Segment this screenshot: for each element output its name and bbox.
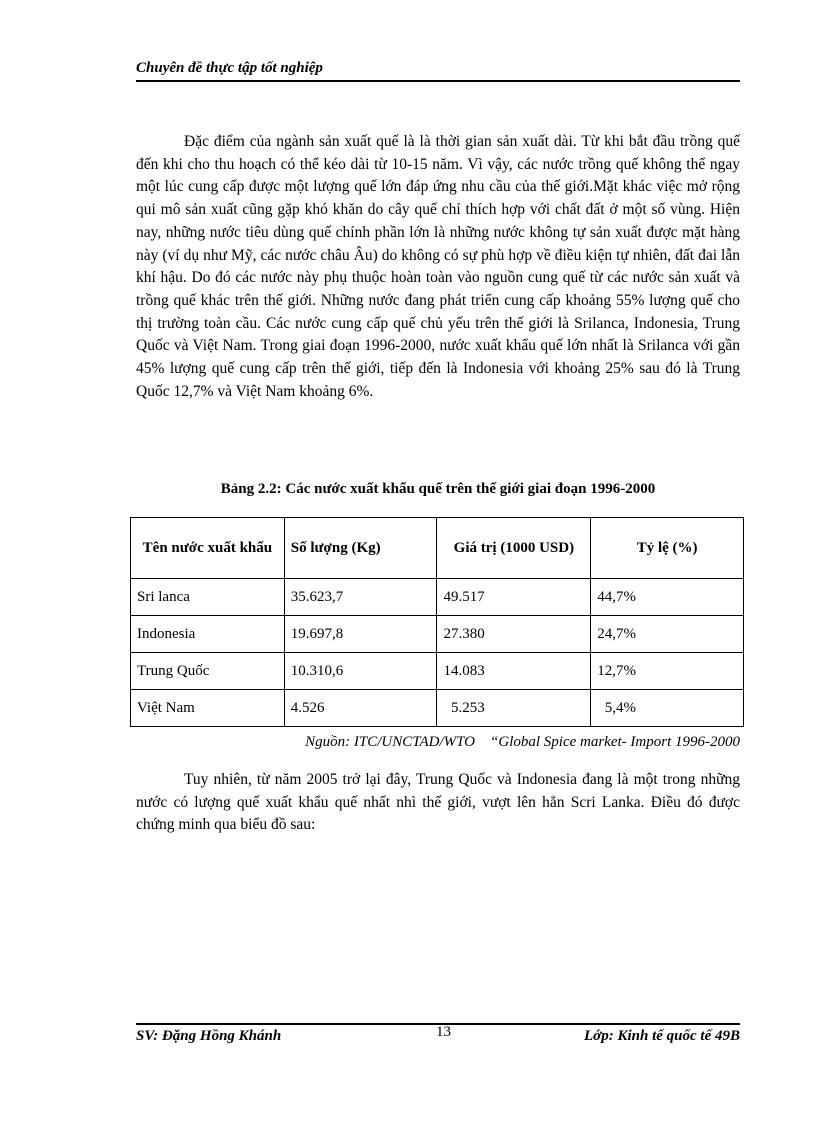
table-row bbox=[131, 616, 744, 653]
cell-value: 27.380 bbox=[437, 616, 591, 653]
cell-quantity: 19.697,8 bbox=[284, 616, 437, 653]
cell-country: Indonesia bbox=[131, 616, 285, 653]
cell-value: 14.083 bbox=[437, 653, 591, 690]
cell-share: 24,7% bbox=[591, 616, 744, 653]
table-row bbox=[131, 579, 744, 616]
footer-student-name: SV: Đặng Hồng Khánh bbox=[136, 1028, 282, 1044]
cell-country: Sri lanca bbox=[131, 579, 285, 616]
page-number: 13 bbox=[436, 1024, 451, 1040]
header-value: Giá trị (1000 USD) bbox=[437, 518, 591, 579]
table-row bbox=[131, 690, 744, 727]
cell-quantity: 4.526 bbox=[284, 690, 437, 727]
table-row bbox=[131, 653, 744, 690]
header-country: Tên nước xuất khẩu bbox=[131, 518, 285, 579]
header-share: Tỷ lệ (%) bbox=[591, 518, 744, 579]
page-header-title: Chuyên đề thực tập tốt nghiệp bbox=[136, 60, 323, 76]
body-paragraph-1: Đặc điểm của ngành sản xuất quế là là thời gian sản xuất dài. Từ khi bắt đầu trồng quế đến khi cho thu hoạch có thể kéo dài từ 10-15 năm. Vì vậy, các nước trồng quế không thể ngay một lúc cung cấp được một lượng quế lớn đáp ứng nhu cầu của thế giới.Mặt khác việc mở rộng qui mô sản xuất cũng gặp khó khăn do cây quế chỉ thích hợp với chất đất ở một số vùng. Hiện nay, những nước tiêu dùng quế chính phần lớn là những nước không tự sản xuất được mặt hàng này (ví dụ như Mỹ, các nước châu Âu) do không có sự phù hợp về điều kiện tự nhiên, đất đai lẫn khí hậu. Do đó các nước này phụ thuộc hoàn toàn vào nguồn cung quế từ các nước sản xuất và trồng quế khác trên thế giới. Những nước đang phát triển cung cấp khoảng 55% lượng quế cho thị trường toàn cầu. Các nước cung cấp quế chủ yếu trên thế giới là Srilanca, Indonesia, Trung Quốc và Việt Nam. Trong giai đoạn 1996-2000, nước xuất khẩu quế lớn nhất là Srilanca với gần 45% lượng quế cung cấp trên thế giới, tiếp đến là Indonesia với khoảng 25% sau đó là Trung Quốc 12,7% và Việt Nam khoảng 6%. bbox=[136, 133, 740, 400]
cell-quantity: 35.623,7 bbox=[284, 579, 437, 616]
cell-share: 5,4% bbox=[591, 690, 744, 727]
cell-share: 44,7% bbox=[591, 579, 744, 616]
footer-class-label: Lớp: Kinh tế quốc tế 49B bbox=[584, 1028, 740, 1044]
header-quantity: Số lượng (Kg) bbox=[284, 518, 437, 579]
header-divider bbox=[136, 80, 740, 82]
cell-country: Việt Nam bbox=[131, 690, 285, 727]
table-header-row bbox=[131, 518, 744, 579]
cell-share: 12,7% bbox=[591, 653, 744, 690]
table-caption: Bảng 2.2: Các nước xuất khẩu quế trên thế giới giai đoạn 1996-2000 bbox=[220, 481, 656, 497]
export-table bbox=[130, 517, 744, 727]
table-source-note: Nguồn: ITC/UNCTAD/WTO “Global Spice market- Import 1996-2000 bbox=[305, 734, 740, 750]
cell-value: 49.517 bbox=[437, 579, 591, 616]
cell-quantity: 10.310,6 bbox=[284, 653, 437, 690]
cell-value: 5.253 bbox=[437, 690, 591, 727]
body-paragraph-2: Tuy nhiên, từ năm 2005 trở lại đây, Trung Quốc và Indonesia đang là một trong những nước có lượng quế xuất khẩu quế nhất nhì thế giới, vượt lên hẳn Scri Lanka. Điều đó được chứng minh qua biểu đồ sau: bbox=[136, 771, 740, 834]
cell-country: Trung Quốc bbox=[131, 653, 285, 690]
